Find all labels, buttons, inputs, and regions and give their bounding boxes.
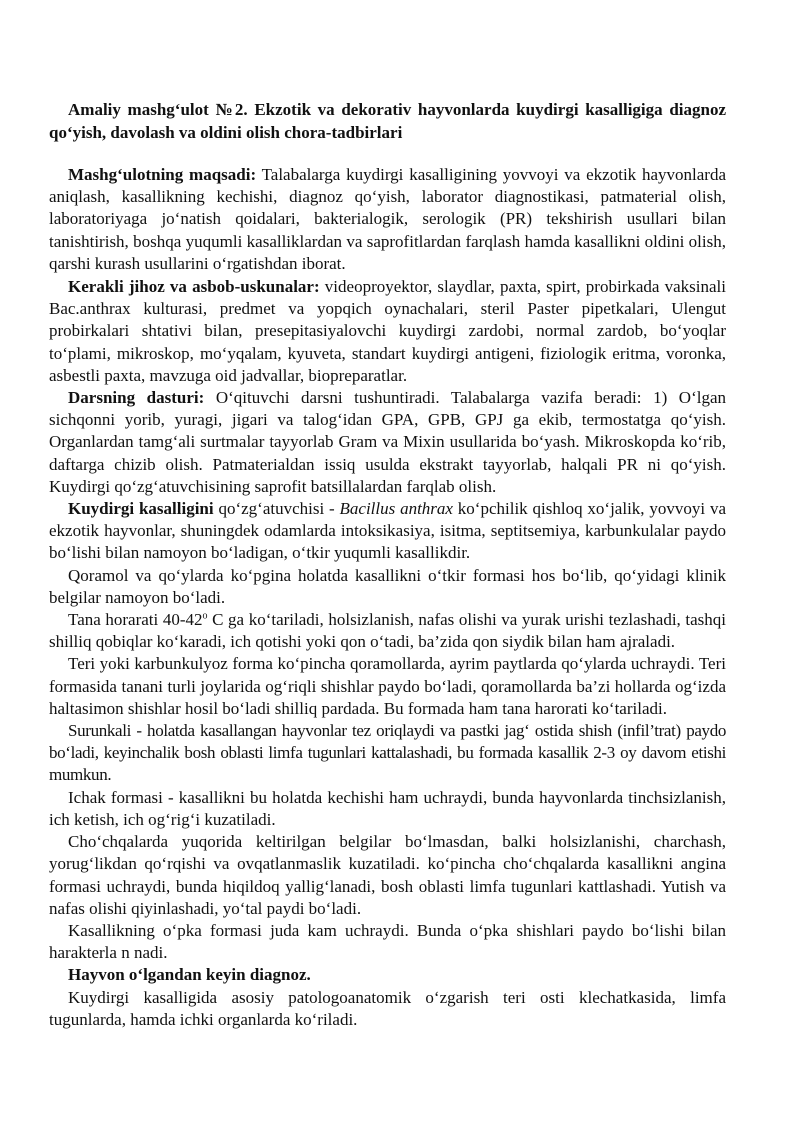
paragraph-postmortem-heading [49, 964, 726, 986]
equipment-text: videoproyektor, slaydlar, paxta, spirt, probirkada vaksinali Bac.anthrax kulturasi, predmet va yopqich oynachalari, steril Paster pipetkalari, Ulengut probirkalari shtativi bilan, presepitasiyalovchi kuydirgi zardobi, normal zardob, bo‘yoqlar to‘plami, mikroskop, mo‘yqalam, kyuveta, standart kuydirgi antigeni, fiziologik eritma, voronka, asbestli paxta, mavzuga oid jadvallar, biopreparatlar. [49, 277, 726, 385]
disease-text-b: ko‘pchilik qishloq xo‘jalik, yovvoyi va ekzotik hayvonlar, shuningdek odamlarda intoksikasiya, isitma, septitsemiya, karbunkulalar paydo bo‘lishi bilan namoyon bo‘ladigan, o‘tkir yuqumli kasallikdir. [49, 499, 726, 563]
paragraph-disease-definition [49, 498, 726, 565]
paragraph-temperature [49, 609, 726, 653]
degree-mark: o [202, 610, 208, 622]
paragraph-objective [49, 164, 726, 275]
objective-heading: Mashg‘ulotning maqsadi: [68, 165, 257, 184]
paragraph-program [49, 387, 726, 498]
program-heading: Darsning dasturi: [68, 388, 205, 408]
temperature-text-a: Tana horarati 40-42 [68, 610, 203, 630]
document-title: Amaliy mashg‘ulot №2. Ekzotik va dekorativ hayvonlarda kuydirgi kasalligiga diagnoz qo‘yish, davolash va oldini olish chora-tadbirlari [49, 100, 726, 142]
postmortem-heading: Hayvon o‘lgandan keyin diagnoz. [68, 965, 311, 985]
paragraph-acute-form: Qoramol va qo‘ylarda ko‘pgina holatda kasallikni o‘tkir formasi hos bo‘lib, qo‘yidagi klinik belgilar namoyon bo‘ladi. [49, 565, 726, 607]
paragraph-equipment [49, 276, 726, 387]
paragraph-chronic-form: Surunkali - holatda kasallangan hayvonlar tez oriqlaydi va pastki jag‘ ostida shish (infil’trat) paydo bo‘ladi, keyinchalik bosh oblasti limfa tugunlari kattalashadi, bu formada kasallik 2-3 oy davom etishi mumkun. [49, 721, 726, 785]
program-text: O‘qituvchi darsni tushuntiradi. Talabalarga vazifa beradi: 1) O‘lgan sichqonni yorib, yuragi, jigari va talog‘idan GPA, GPB, GPJ ga ekib, termostatga qo‘yish. Organlardan tamg‘ali surtmalar tayyorlab Gram va Mixin usullarida bo‘yash. Mikroskopda ko‘rib, daftarga chizib olish. Patmaterialdan issiq usulda ekstrakt tayyorlab, halqali PR ni qo‘yish. Kuydirgi qo‘zg‘atuvchisining saprofit batsillalardan farqlab olish. [49, 388, 727, 496]
paragraph-intestinal-form: Ichak formasi - kasallikni bu holatda kechishi ham uchraydi, bunda hayvonlarda tinchsizlanish, ich ketish, ich og‘rig‘i kuzatiladi. [49, 787, 726, 829]
species-name: Bacillus anthrax [339, 499, 453, 519]
paragraph-pigs: Cho‘chqalarda yuqorida keltirilgan belgilar bo‘lmasdan, balki holsizlanishi, charchash, yorug‘likdan qo‘rqishi va ovqatlanmaslik kuzatiladi. ko‘pincha cho‘chqalarda kasallikni angina formasi uchraydi, bunda hiqildoq yallig‘lanadi, bosh oblasti limfa tugunlari kattlashadi. Yutish va nafas olishi qiyinlashadi, yo‘tal paydi bo‘ladi. [49, 832, 726, 918]
paragraph-skin-form: Teri yoki karbunkulyoz forma ko‘pincha qoramollarda, ayrim paytlarda qo‘ylarda uchraydi. Teri formasida tanani turli joylarida og‘riqli shishlar paydo bo‘ladi, qoramollarda ba’zi hollarda og‘izda haltasimon shishlar hosil bo‘ladi shilliq pardada. Bu formada ham tana harorati ko‘tariladi. [49, 654, 726, 718]
objective-text: Talabalarga kuydirgi kasalligining yovvoyi va ekzotik hayvonlarda aniqlash, kasallikning kechishi, diagnoz qo‘yish, laborator diagnostikasi, patmaterial olish, laboratoriyaga jo‘natish qoidalari, bakterialogik, serologik (PR) tekshirish usullari bilan tanishtirish, boshqa yuqumli kasalliklardan va saprofitlardan farqlash hamda kasallikni oldini olish, qarshi kurash usullarini o‘rgatishdan iborat. [49, 165, 726, 273]
temperature-text-b: C ga ko‘tariladi, holsizlanish, nafas olishi va yurak urishi tezlashadi, tashqi shilliq qobiqlar ko‘karadi, ich qotishi yoki qon o‘tadi, ba’zida qon siydik bilan ham ajraladi. [49, 610, 726, 652]
paragraph-postmortem: Kuydirgi kasalligida asosiy patologoanatomik o‘zgarish teri osti klechatkasida, limfa tugunlarda, hamda ichki organlarda ko‘riladi. [49, 987, 726, 1029]
disease-heading: Kuydirgi kasalligini [68, 499, 214, 519]
paragraph-lung-form: Kasallikning o‘pka formasi juda kam uchraydi. Bunda o‘pka shishlari paydo bo‘lishi bilan harakterla n nadi. [49, 920, 726, 963]
disease-text-a: qo‘zg‘atuvchisi - [213, 499, 340, 519]
equipment-heading: Kerakli jihoz va asbob-uskunalar: [68, 277, 320, 297]
